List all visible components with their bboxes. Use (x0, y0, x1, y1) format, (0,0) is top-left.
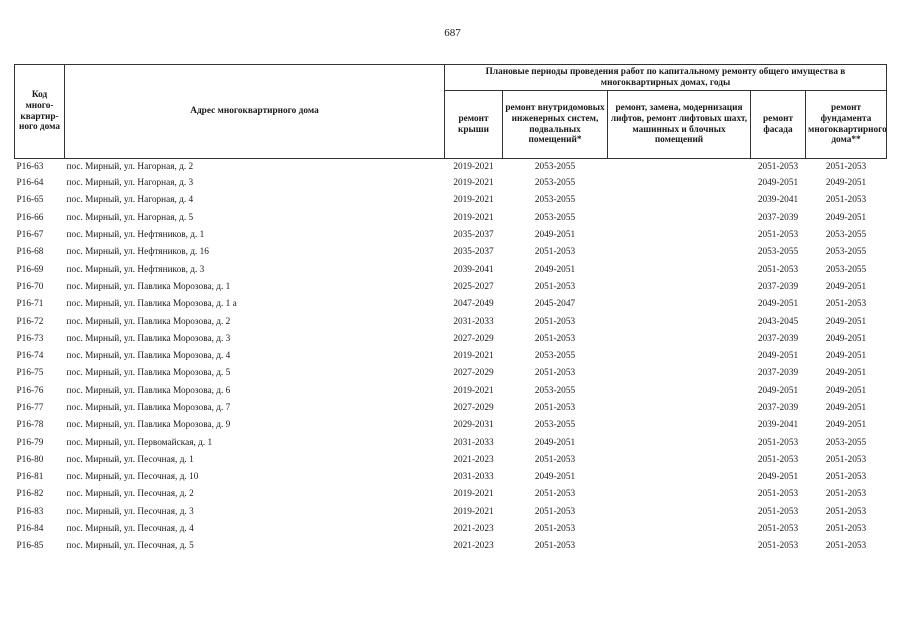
row-facade-period: 2049-2051 (757, 299, 799, 310)
row-roof-period: 2031-2033 (453, 316, 494, 327)
row-facade-period: 2037-2039 (757, 333, 799, 344)
header-foundation: ремонт фундамента многоквартирного дома** (806, 91, 887, 159)
row-facade-period: 2037-2039 (757, 281, 799, 292)
row-foundation-period: 2049-2051 (825, 316, 867, 327)
row-code: Р16-76 (16, 385, 44, 396)
row-foundation-period: 2049-2051 (825, 403, 867, 413)
row-systems-period: 2049-2051 (534, 472, 576, 483)
header-engineering-systems: ремонт внутридомовых инженерных систем, подвальных помещений* (503, 91, 608, 159)
row-foundation-period: 2051-2053 (825, 472, 867, 483)
row-lifts-period (608, 227, 751, 244)
table-row (15, 504, 887, 521)
row-address: пос. Мирный, ул. Павлика Морозова, д. 9 (66, 420, 231, 431)
row-facade-period: 2053-2055 (757, 247, 799, 258)
row-code: Р16-73 (16, 333, 44, 344)
row-lifts-period (608, 244, 751, 261)
table-row (15, 244, 887, 261)
row-systems-period: 2049-2051 (534, 437, 576, 448)
row-address: пос. Мирный, ул. Песочная, д. 2 (66, 489, 194, 500)
row-address: пос. Мирный, ул. Нагорная, д. 2 (66, 161, 194, 172)
row-lifts-period (608, 417, 751, 434)
table-row (15, 469, 887, 486)
row-lifts-period (608, 365, 751, 382)
row-roof-period: 2019-2021 (453, 489, 494, 500)
row-roof-period: 2019-2021 (453, 351, 494, 362)
row-foundation-period: 2051-2053 (825, 299, 867, 310)
row-facade-period: 2051-2053 (757, 161, 799, 172)
row-roof-period: 2019-2021 (453, 195, 494, 206)
row-lifts-period (608, 504, 751, 521)
row-systems-period: 2051-2053 (534, 541, 576, 552)
row-facade-period: 2051-2053 (757, 230, 799, 241)
row-facade-period: 2051-2053 (757, 489, 799, 500)
row-facade-period: 2051-2053 (757, 541, 799, 552)
row-code: Р16-63 (16, 161, 44, 172)
row-facade-period: 2039-2041 (757, 195, 799, 206)
row-address: пос. Мирный, ул. Павлика Морозова, д. 6 (66, 385, 231, 396)
row-code: Р16-78 (16, 420, 44, 431)
table-row (15, 210, 887, 227)
row-facade-period: 2051-2053 (757, 437, 799, 448)
row-roof-period: 2019-2021 (453, 385, 494, 396)
table-row (15, 159, 887, 176)
row-roof-period: 2027-2029 (453, 403, 494, 413)
row-foundation-period: 2053-2055 (825, 437, 867, 448)
row-code: Р16-64 (16, 178, 44, 189)
row-lifts-period (608, 210, 751, 227)
table-row (15, 365, 887, 382)
row-roof-period: 2029-2031 (453, 420, 494, 431)
row-foundation-period: 2049-2051 (825, 281, 867, 292)
row-lifts-period (608, 279, 751, 296)
row-roof-period: 2021-2023 (453, 454, 494, 465)
row-address: пос. Мирный, ул. Павлика Морозова, д. 1 (66, 281, 231, 292)
row-foundation-period: 2053-2055 (825, 264, 867, 275)
row-roof-period: 2021-2023 (453, 541, 494, 552)
row-systems-period: 2053-2055 (534, 420, 576, 431)
row-roof-period: 2031-2033 (453, 437, 494, 448)
row-roof-period: 2027-2029 (453, 368, 494, 379)
row-address: пос. Мирный, ул. Песочная, д. 10 (66, 472, 199, 483)
row-systems-period: 2051-2053 (534, 281, 576, 292)
page-number: 687 (444, 27, 461, 39)
row-roof-period: 2021-2023 (453, 524, 494, 535)
table-row (15, 175, 887, 192)
row-facade-period: 2049-2051 (757, 385, 799, 396)
row-lifts-period (608, 434, 751, 451)
table-row (15, 486, 887, 503)
row-systems-period: 2051-2053 (534, 247, 576, 258)
row-address: пос. Мирный, ул. Нефтяников, д. 1 (66, 230, 205, 241)
row-code: Р16-83 (16, 506, 44, 517)
row-roof-period: 2035-2037 (453, 230, 494, 241)
row-lifts-period (608, 538, 751, 555)
table-row (15, 331, 887, 348)
row-address: пос. Мирный, ул. Павлика Морозова, д. 2 (66, 316, 231, 327)
row-facade-period: 2043-2045 (757, 316, 799, 327)
row-foundation-period: 2049-2051 (825, 351, 867, 362)
table-row (15, 434, 887, 451)
table-body (15, 159, 887, 556)
table-row (15, 279, 887, 296)
row-systems-period: 2053-2055 (534, 195, 576, 206)
row-address: пос. Мирный, ул. Павлика Морозова, д. 7 (66, 403, 231, 413)
row-systems-period: 2051-2053 (534, 489, 576, 500)
table-row (15, 227, 887, 244)
row-facade-period: 2049-2051 (757, 472, 799, 483)
table-row (15, 348, 887, 365)
row-lifts-period (608, 313, 751, 330)
row-code: Р16-80 (16, 454, 44, 465)
row-systems-period: 2051-2053 (534, 316, 576, 327)
row-facade-period: 2051-2053 (757, 264, 799, 275)
table-row (15, 538, 887, 555)
row-lifts-period (608, 469, 751, 486)
row-foundation-period: 2049-2051 (825, 368, 867, 379)
table-row (15, 313, 887, 330)
row-lifts-period (608, 175, 751, 192)
table-row (15, 261, 887, 278)
row-foundation-period: 2049-2051 (825, 385, 867, 396)
row-code: Р16-74 (16, 351, 44, 362)
row-code: Р16-68 (16, 247, 44, 258)
row-lifts-period (608, 452, 751, 469)
row-systems-period: 2049-2051 (534, 264, 576, 275)
row-code: Р16-65 (16, 195, 44, 206)
row-address: пос. Мирный, ул. Песочная, д. 4 (66, 524, 194, 535)
row-facade-period: 2039-2041 (757, 420, 799, 431)
header-planned-periods: Плановые периоды проведения работ по капитальному ремонту общего имущества в многоквартирных домах, годы (445, 65, 887, 91)
row-address: пос. Мирный, ул. Нефтяников, д. 3 (66, 264, 205, 275)
row-code: Р16-85 (16, 541, 44, 552)
row-foundation-period: 2049-2051 (825, 212, 867, 223)
row-systems-period: 2051-2053 (534, 506, 576, 517)
row-systems-period: 2051-2053 (534, 454, 576, 465)
row-code: Р16-75 (16, 368, 44, 379)
row-systems-period: 2053-2055 (534, 178, 576, 189)
row-address: пос. Мирный, ул. Павлика Морозова, д. 5 (66, 368, 231, 379)
table-row (15, 383, 887, 400)
row-code: Р16-77 (16, 403, 44, 413)
header-roof: ремонт крыши (445, 91, 503, 159)
row-foundation-period: 2053-2055 (825, 247, 867, 258)
row-facade-period: 2049-2051 (757, 178, 799, 189)
row-lifts-period (608, 192, 751, 209)
row-systems-period: 2053-2055 (534, 351, 576, 362)
table-row (15, 296, 887, 313)
row-foundation-period: 2051-2053 (825, 195, 867, 206)
row-facade-period: 2037-2039 (757, 212, 799, 223)
row-foundation-period: 2051-2053 (825, 524, 867, 535)
row-code: Р16-70 (16, 281, 44, 292)
row-address: пос. Мирный, ул. Нагорная, д. 4 (66, 195, 194, 206)
row-lifts-period (608, 383, 751, 400)
row-systems-period: 2051-2053 (534, 524, 576, 535)
row-address: пос. Мирный, ул. Песочная, д. 3 (66, 506, 194, 517)
row-code: Р16-72 (16, 316, 44, 327)
row-roof-period: 2019-2021 (453, 506, 494, 517)
row-roof-period: 2047-2049 (453, 299, 494, 310)
header-address: Адрес многоквартирного дома (65, 65, 445, 159)
row-systems-period: 2049-2051 (534, 230, 576, 241)
row-foundation-period: 2051-2053 (825, 454, 867, 465)
row-foundation-period: 2049-2051 (825, 178, 867, 189)
row-foundation-period: 2053-2055 (825, 230, 867, 241)
row-roof-period: 2019-2021 (453, 178, 494, 189)
row-facade-period: 2037-2039 (757, 403, 799, 413)
row-roof-period: 2027-2029 (453, 333, 494, 344)
row-address: пос. Мирный, ул. Первомайская, д. 1 (66, 437, 213, 448)
row-lifts-period (608, 296, 751, 313)
row-address: пос. Мирный, ул. Нагорная, д. 5 (66, 212, 194, 223)
table-row (15, 417, 887, 434)
row-roof-period: 2019-2021 (453, 212, 494, 223)
row-address: пос. Мирный, ул. Нагорная, д. 3 (66, 178, 194, 189)
row-facade-period: 2037-2039 (757, 368, 799, 379)
row-address: пос. Мирный, ул. Нефтяников, д. 16 (66, 247, 209, 258)
row-code: Р16-67 (16, 230, 44, 241)
row-systems-period: 2051-2053 (534, 368, 576, 379)
row-code: Р16-84 (16, 524, 44, 535)
row-lifts-period (608, 521, 751, 538)
row-foundation-period: 2049-2051 (825, 333, 867, 344)
row-foundation-period: 2051-2053 (825, 541, 867, 552)
row-facade-period: 2049-2051 (757, 351, 799, 362)
row-code: Р16-79 (16, 437, 44, 448)
row-lifts-period (608, 486, 751, 503)
row-systems-period: 2053-2055 (534, 212, 576, 223)
row-address: пос. Мирный, ул. Песочная, д. 1 (66, 454, 194, 465)
table-row (15, 521, 887, 538)
row-roof-period: 2035-2037 (453, 247, 494, 258)
row-lifts-period (608, 400, 751, 417)
row-code: Р16-66 (16, 212, 44, 223)
row-code: Р16-82 (16, 489, 44, 500)
row-lifts-period (608, 348, 751, 365)
repair-schedule-table (14, 64, 887, 556)
row-systems-period: 2051-2053 (534, 403, 576, 413)
row-roof-period: 2039-2041 (453, 264, 494, 275)
row-roof-period: 2019-2021 (453, 161, 494, 172)
row-roof-period: 2031-2033 (453, 472, 494, 483)
table-header (15, 65, 887, 159)
header-facade: ремонт фасада (751, 91, 806, 159)
row-systems-period: 2045-2047 (534, 299, 576, 310)
row-systems-period: 2051-2053 (534, 333, 576, 344)
row-address: пос. Мирный, ул. Павлика Морозова, д. 1 а (66, 299, 237, 310)
row-foundation-period: 2049-2051 (825, 420, 867, 431)
header-code: Код много-квартир-ного дома (15, 65, 65, 159)
row-code: Р16-69 (16, 264, 44, 275)
row-facade-period: 2051-2053 (757, 506, 799, 517)
row-foundation-period: 2051-2053 (825, 506, 867, 517)
table-row (15, 400, 887, 417)
row-address: пос. Мирный, ул. Павлика Морозова, д. 3 (66, 333, 231, 344)
table-row (15, 192, 887, 209)
row-roof-period: 2025-2027 (453, 281, 494, 292)
table-row (15, 452, 887, 469)
row-facade-period: 2051-2053 (757, 454, 799, 465)
row-address: пос. Мирный, ул. Павлика Морозова, д. 4 (66, 351, 231, 362)
row-systems-period: 2053-2055 (534, 161, 576, 172)
row-facade-period: 2051-2053 (757, 524, 799, 535)
row-foundation-period: 2051-2053 (825, 489, 867, 500)
row-code: Р16-81 (16, 472, 44, 483)
row-code: Р16-71 (16, 299, 44, 310)
row-lifts-period (608, 331, 751, 348)
row-lifts-period (608, 159, 751, 176)
header-lifts: ремонт, замена, модернизация лифтов, ремонт лифтовых шахт, машинных и блочных помещений (608, 91, 751, 159)
row-lifts-period (608, 261, 751, 278)
row-foundation-period: 2051-2053 (825, 161, 867, 172)
row-address: пос. Мирный, ул. Песочная, д. 5 (66, 541, 194, 552)
row-systems-period: 2053-2055 (534, 385, 576, 396)
